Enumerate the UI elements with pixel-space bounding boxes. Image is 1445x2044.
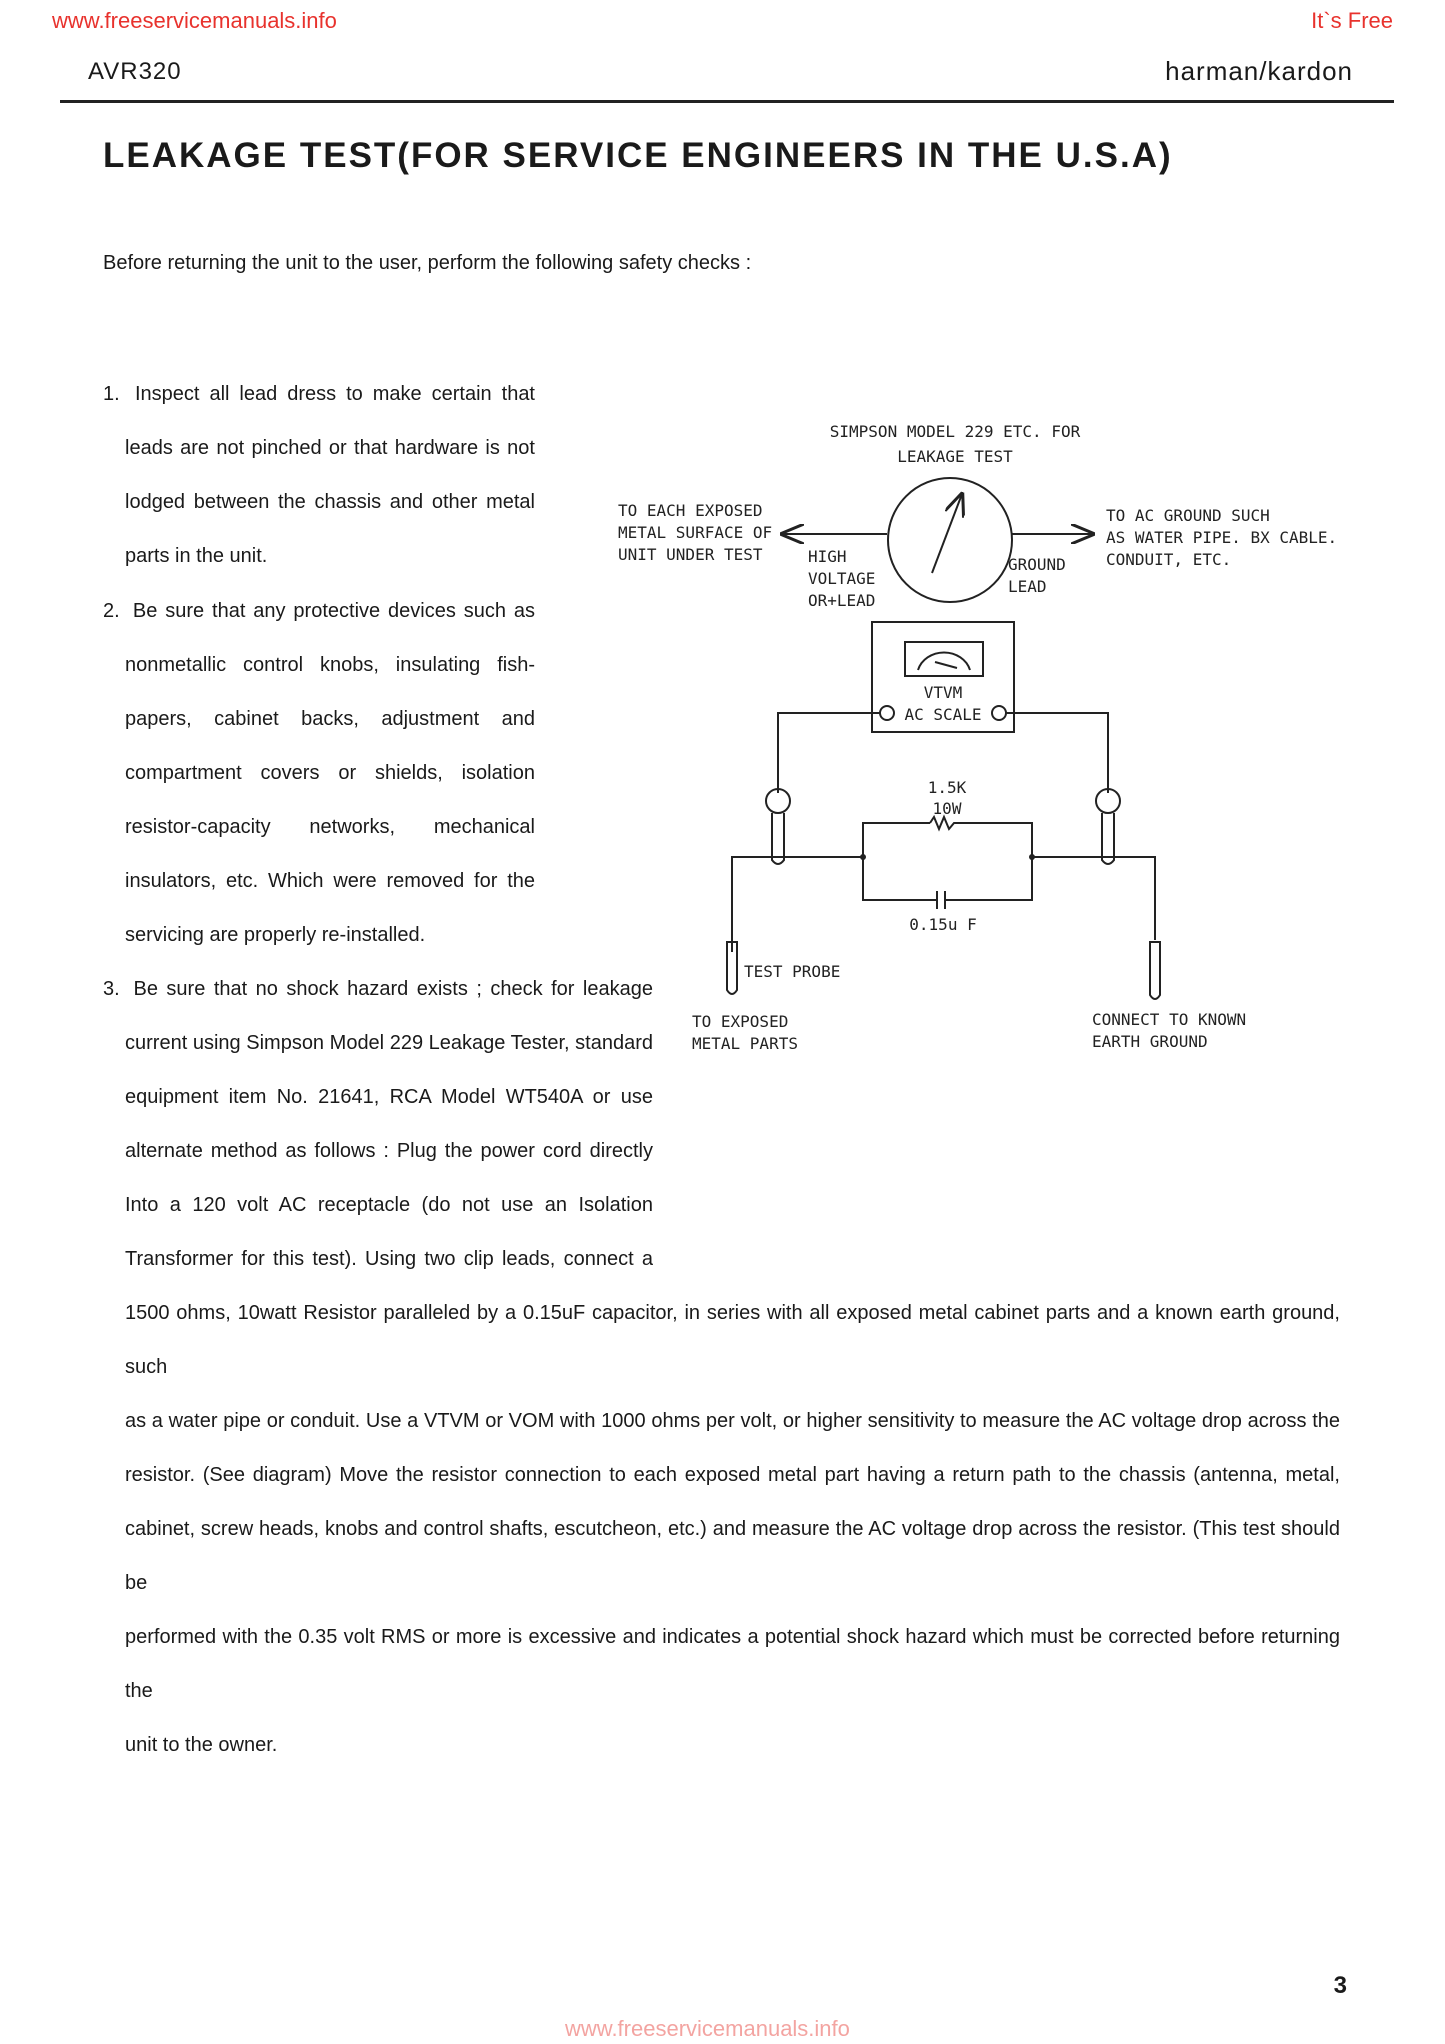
meter-dial xyxy=(888,478,1012,602)
ground-lead-label: GROUND xyxy=(1008,555,1066,574)
vtvm-label: VTVM xyxy=(923,683,963,702)
simpson-label: SIMPSON MODEL 229 ETC. FOR xyxy=(829,422,1081,441)
item-line: Be sure that no shock hazard exists ; check for leakage xyxy=(133,978,653,1000)
resistor-symbol xyxy=(930,817,1032,857)
item-line: Inspect all lead dress to make certain that xyxy=(134,383,535,405)
item-line: cabinet, screw heads, knobs and control shafts, escutcheon, etc.) and measure the AC voltage drop across the resistor. (This test should be xyxy=(125,1518,1340,1594)
item-line: Transformer for this test). Using two clip leads, connect a xyxy=(125,1248,653,1270)
vtvm-scale-arc xyxy=(918,652,970,670)
item-line: 1500 ohms, 10watt Resistor paralleled by a 0.15uF capacitor, in series with all exposed metal cabinet parts and a known earth ground, such xyxy=(125,1302,1340,1378)
list-item-3 xyxy=(103,962,653,1286)
earth-ground-label: EARTH GROUND xyxy=(1092,1032,1208,1051)
model-name: AVR320 xyxy=(88,58,182,85)
item-line: Be sure that any protective devices such as xyxy=(132,600,535,622)
leakage-test-diagram xyxy=(600,410,1360,1070)
intro-text: Before returning the unit to the user, perform the following safety checks : xyxy=(103,252,752,274)
junction-right xyxy=(1029,854,1035,860)
test-probe-label: TEST PROBE xyxy=(744,962,841,981)
vtvm-display xyxy=(905,642,983,676)
resistor-lead-left xyxy=(863,823,930,857)
ac-ground-label: AS WATER PIPE. BX CABLE. xyxy=(1106,528,1338,547)
ground-lead-label: LEAD xyxy=(1008,577,1047,596)
item-line: resistor-capacity networks, mechanical xyxy=(125,816,535,838)
item-line: lodged between the chassis and other metal xyxy=(125,491,535,513)
terminal-right xyxy=(992,706,1006,720)
resistor-watt-label: 10W xyxy=(932,799,962,818)
header-rule xyxy=(60,100,1394,103)
item-line: equipment item No. 21641, RCA Model WT540A or use xyxy=(125,1086,653,1108)
wire-left xyxy=(778,713,880,793)
item-number: 2. xyxy=(103,600,120,622)
resistor-value-label: 1.5K xyxy=(927,778,967,797)
item-line: compartment covers or shields, isolation xyxy=(125,762,535,784)
item-line: papers, cabinet backs, adjustment and xyxy=(125,708,535,730)
left-surface-label: UNIT UNDER TEST xyxy=(618,545,763,564)
ac-ground-label: CONDUIT, ETC. xyxy=(1106,550,1232,569)
page-title: LEAKAGE TEST(FOR SERVICE ENGINEERS IN THE U.S.A) xyxy=(103,136,1173,175)
wire-ground-right xyxy=(1032,857,1155,940)
terminal-left xyxy=(880,706,894,720)
meter-needle xyxy=(932,494,962,573)
capacitor-label: 0.15u F xyxy=(909,915,977,934)
item-line: alternate method as follows : Plug the power cord directly xyxy=(125,1140,653,1162)
capacitor-lead-left xyxy=(863,857,937,900)
footer-link[interactable]: www.freeservicemanuals.info xyxy=(565,2016,850,2041)
vtvm-pointer xyxy=(935,662,957,668)
item-line: servicing are properly re-installed. xyxy=(125,924,426,946)
high-voltage-label: HIGH xyxy=(808,547,847,566)
junction-left xyxy=(860,854,866,860)
left-surface-label: TO EACH EXPOSED xyxy=(618,501,763,520)
earth-ground-probe xyxy=(1150,942,1160,999)
ac-scale-label: AC SCALE xyxy=(904,705,982,724)
item-number: 1. xyxy=(103,383,120,405)
item-line: insulators, etc. Which were removed for the xyxy=(125,870,535,892)
item-line: performed with the 0.35 volt RMS or more is excessive and indicates a potential shock hazard which must be corrected before returning the xyxy=(125,1626,1340,1702)
item-line: as a water pipe or conduit. Use a VTVM or VOM with 1000 ohms per volt, or higher sensitivity to measure the AC voltage drop across the xyxy=(125,1410,1340,1432)
simpson-label: LEAKAGE TEST xyxy=(897,447,1013,466)
item-line: unit to the owner. xyxy=(125,1734,278,1756)
ac-ground-label: TO AC GROUND SUCH xyxy=(1106,506,1270,525)
earth-ground-label: CONNECT TO KNOWN xyxy=(1092,1010,1247,1029)
wire-right xyxy=(1006,713,1108,793)
item-line: resistor. (See diagram) Move the resistor connection to each exposed metal part having a return path to the chassis (antenna, metal, xyxy=(125,1464,1340,1486)
list-item-1 xyxy=(103,367,535,583)
item-line: parts in the unit. xyxy=(125,545,268,567)
wire-probe-left xyxy=(732,857,863,952)
page-number: 3 xyxy=(1333,1972,1347,1999)
item-line: leads are not pinched or that hardware is not xyxy=(125,437,535,459)
exposed-metal-label: METAL PARTS xyxy=(692,1034,798,1053)
brand-logo: harman/kardon xyxy=(1165,56,1353,86)
site-link[interactable]: www.freeservicemanuals.info xyxy=(52,8,337,33)
high-voltage-label: VOLTAGE xyxy=(808,569,876,588)
left-surface-label: METAL SURFACE OF xyxy=(618,523,773,542)
item-line: nonmetallic control knobs, insulating fish- xyxy=(125,654,535,676)
list-item-2 xyxy=(103,584,535,962)
item-line: current using Simpson Model 229 Leakage Tester, standard xyxy=(125,1032,653,1054)
tagline: It`s Free xyxy=(1311,8,1393,33)
item-3-continued xyxy=(125,1286,1340,1772)
capacitor-lead-right xyxy=(945,857,1032,900)
item-number: 3. xyxy=(103,978,120,1000)
item-line: Into a 120 volt AC receptacle (do not use an Isolation xyxy=(125,1194,653,1216)
high-voltage-label: OR+LEAD xyxy=(808,591,876,610)
exposed-metal-label: TO EXPOSED xyxy=(692,1012,789,1031)
